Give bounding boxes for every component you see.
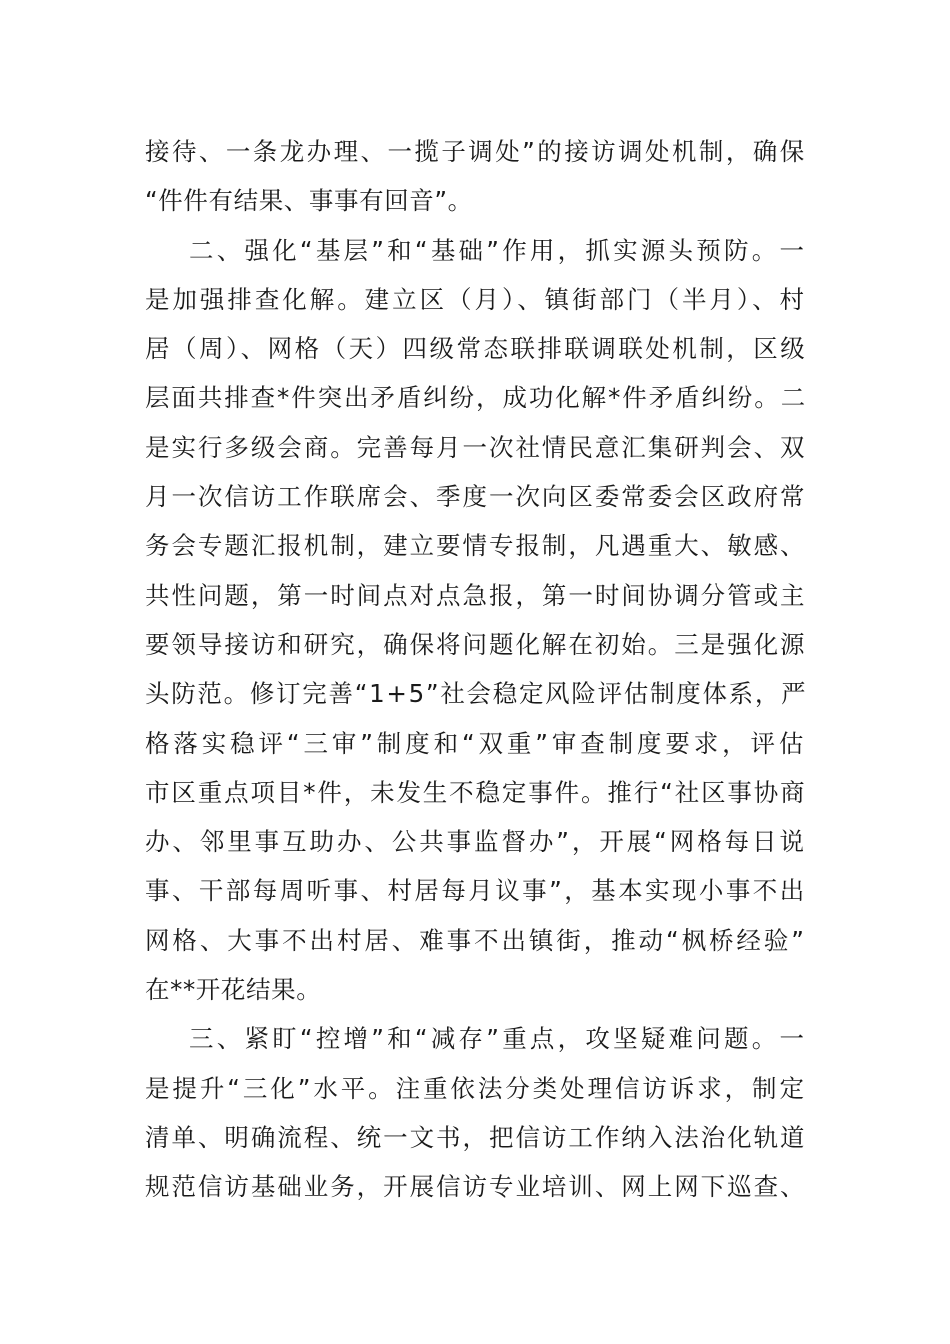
text-line: “件件有结果、事事有回音”。 xyxy=(145,186,473,216)
text-line: 在**开花结果。 xyxy=(145,975,322,1005)
text-line: 格落实稳评“三审”制度和“双重”审查制度要求，评估 xyxy=(145,728,808,758)
text-line: 是提升“三化”水平。注重依法分类处理信访诉求，制定 xyxy=(145,1073,807,1103)
text-line: 事、干部每周听事、村居每月议事”，基本实现小事不出 xyxy=(145,876,807,906)
text-line: 规范信访基础业务，开展信访专业培训、网上网下巡查、 xyxy=(145,1172,807,1202)
text-line: 接待、一条龙办理、一揽子调处”的接访调处机制，确保 xyxy=(145,137,807,166)
text-line: 市区重点项目*件，未发生不稳定事件。推行“社区事协商 xyxy=(145,777,807,807)
text-line: 是加强排查化解。建立区（月）、镇街部门（半月）、村 xyxy=(145,284,807,314)
text-line: 务会专题汇报机制，建立要情专报制，凡遇重大、敏感、 xyxy=(145,531,807,561)
text-line: 办、邻里事互助办、公共事监督办”，开展“网格每日说 xyxy=(145,827,807,857)
text-line: 共性问题，第一时间点对点急报，第一时间协调分管或主 xyxy=(145,580,807,610)
text-line: 网格、大事不出村居、难事不出镇街，推动“枫桥经验” xyxy=(145,925,807,955)
text-line: 要领导接访和研究，确保将问题化解在初始。三是强化源 xyxy=(145,629,807,659)
text-line: 头防范。修订完善“1+5”社会稳定风险评估制度体系，严 xyxy=(145,679,808,709)
section-heading-line: 三、紧盯“控增”和“减存”重点，攻坚疑难问题。一 xyxy=(189,1024,808,1054)
text-line: 居（周）、网格（天）四级常态联排联调联处机制，区级 xyxy=(145,334,808,364)
document-body xyxy=(145,127,807,1212)
text-line: 层面共排查*件突出矛盾纠纷，成功化解*件矛盾纠纷。二 xyxy=(145,383,808,413)
text-line: 是实行多级会商。完善每月一次社情民意汇集研判会、双 xyxy=(145,432,807,462)
section-heading-line: 二、强化“基层”和“基础”作用，抓实源头预防。一 xyxy=(189,235,808,265)
text-line: 月一次信访工作联席会、季度一次向区委常委会区政府常 xyxy=(145,482,807,512)
text-line: 清单、明确流程、统一文书，把信访工作纳入法治化轨道 xyxy=(145,1122,807,1152)
